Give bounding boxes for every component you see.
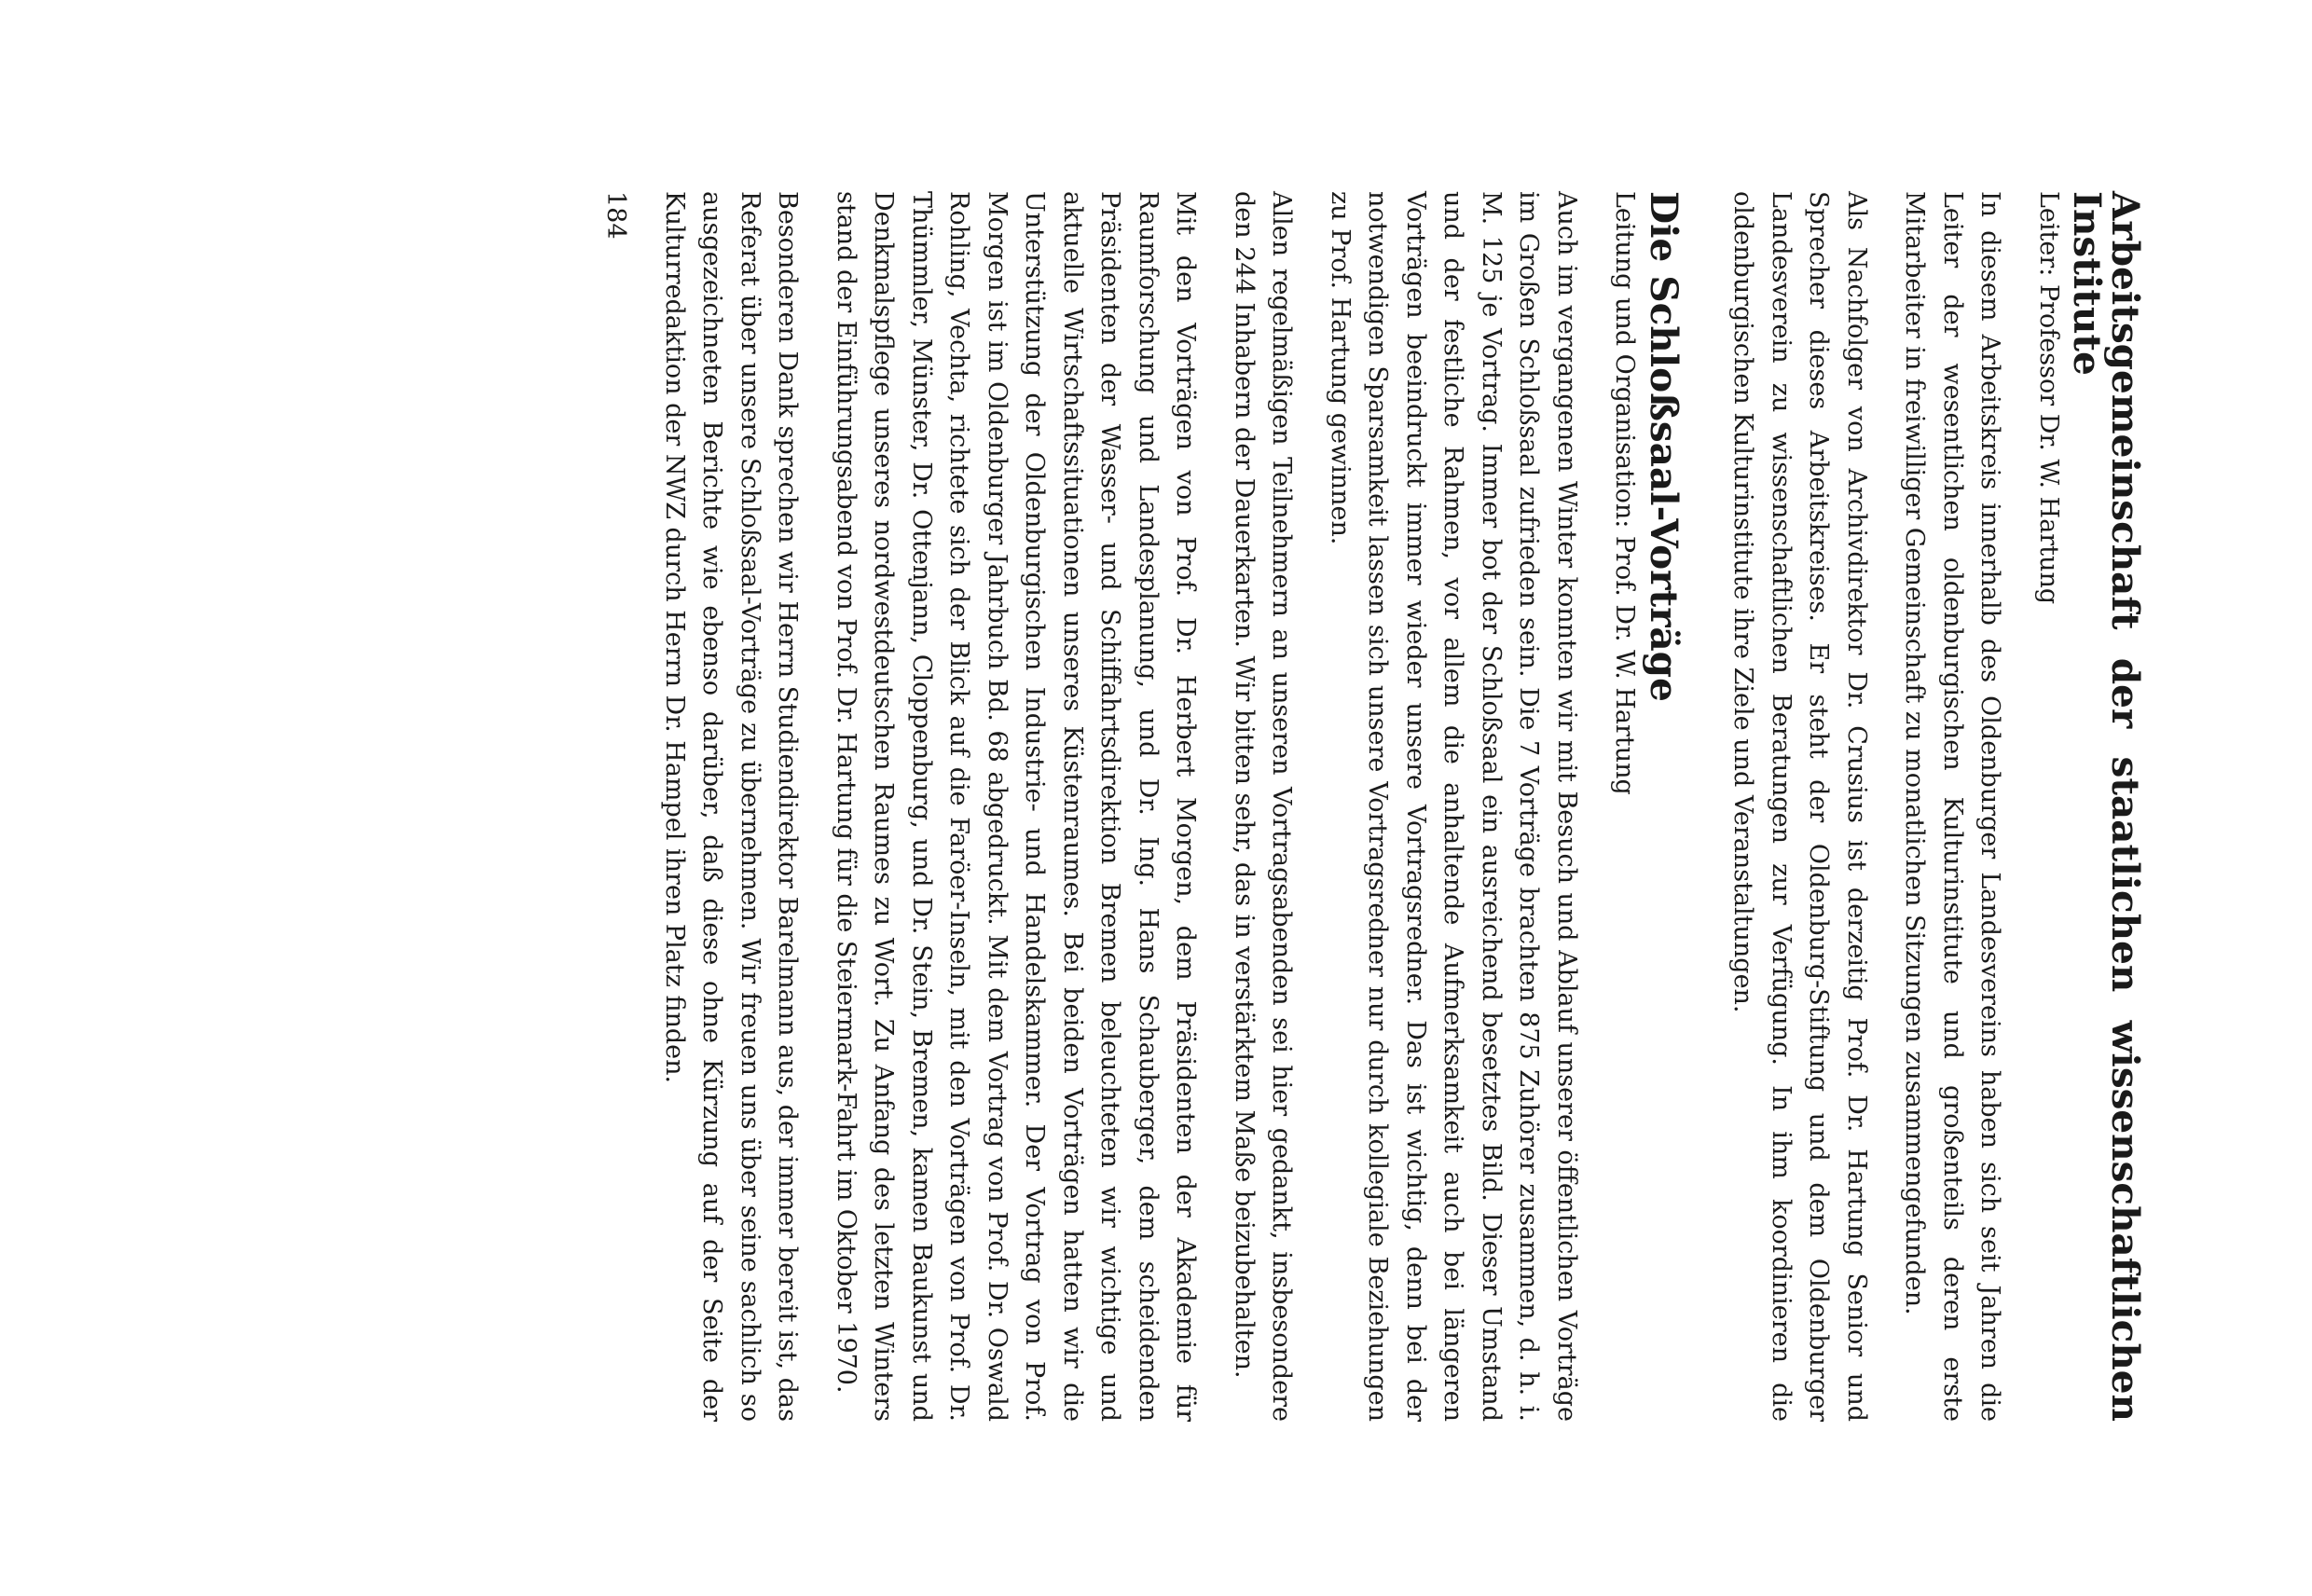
section-leader-institutes: Leiter: Professor Dr. W. Hartung (2034, 191, 2063, 605)
rotated-book-page (186, 191, 2148, 1422)
paragraph-lectures-3: Mit den Vorträgen von Prof. Dr. Herbert Morgen, dem Präsidenten der Akademie für Raumforschung und Landesplanung, und Dr. Ing. Hans Schauberger, dem scheidenden Präsidenten der Wasser- und Schiffahrtsdirektion Bremen beleuchteten wir wichtige und aktuelle Wirtschaftssituationen unseres Küstenraumes. Bei beiden Vorträgen hatten wir die Unterstützung der Oldenburgischen Industrie- und Handelskammer. Der Vortrag von Prof. Morgen ist im Oldenburger Jahrbuch Bd. 68 abgedruckt. Mit dem Vortrag von Prof. Dr. Oswald Rohling, Vechta, richtete sich der Blick auf die Faröer-Inseln, mit den Vorträgen von Prof. Dr. Thümmler, Münster, Dr. Ottenjann, Cloppenburg, und Dr. Stein, Bremen, kamen Baukunst und Denkmalspflege unseres nordwestdeutschen Raumes zu Wort. Zu Anfang des letzten Winters stand der Einführungsabend von Prof. Dr. Hartung für die Steiermark-Fahrt im Oktober 1970. (832, 191, 1201, 1422)
paragraph-lectures-2: Allen regelmäßigen Teilnehmern an unseren Vortragsabenden sei hier gedankt, insbesondere den 244 Inhabern der Dauerkarten. Wir bitten sehr, das in verstärktem Maße beizubehalten. (1230, 191, 1297, 1422)
paragraph-institutes-2: Als Nachfolger von Archivdirektor Dr. Crusius ist derzeitig Prof. Dr. Hartung Senior und Sprecher dieses Arbeitskreises. Er steht der Oldenburg-Stiftung und dem Oldenburger Landesverein zu wissenschaftlichen Beratungen zur Verfügung. In ihm koordinieren die oldenburgischen Kulturinstitute ihre Ziele und Veranstaltungen. (1728, 191, 1871, 1422)
paragraph-institutes-1: In diesem Arbeitskreis innerhalb des Oldenburger Landesvereins haben sich seit Jahren die Leiter der wesentlichen oldenburgischen Kulturinstitute und großenteils deren erste Mitarbeiter in freiwilliger Gemeinschaft zu monatlichen Sitzungen zusammengefunden. (1900, 191, 2005, 1422)
section-heading-lectures: Die Schloßsaal-Vorträge (1642, 191, 1686, 702)
section-heading-institutes: Arbeitsgemeinschaft der staatlichen wissenschaftlichen Institute (2065, 191, 2148, 1422)
paragraph-lectures-4: Besonderen Dank sprechen wir Herrn Studiendirektor Barelmann aus, der immer bereit ist, das Referat über unsere Schloßsaal-Vorträge zu übernehmen. Wir freuen uns über seine sachlich so ausgezeichneten Berichte wie ebenso darüber, daß diese ohne Kürzung auf der Seite der Kulturredaktion der NWZ durch Herrn Dr. Hampel ihren Platz finden. (660, 191, 803, 1422)
page-number: 184 (601, 191, 631, 240)
section-leader-lectures: Leitung und Organisation: Prof. Dr. W. Hartung (1610, 191, 1640, 795)
paragraph-lectures-1: Auch im vergangenen Winter konnten wir mit Besuch und Ablauf unserer öffentlichen Vorträge im Großen Schloßsaal zufrieden sein. Die 7 Vorträge brachten 875 Zuhörer zusammen, d. h. i. M. 125 je Vortrag. Immer bot der Schloßsaal ein ausreichend besetztes Bild. Dieser Umstand und der festliche Rahmen, vor allem die anhaltende Aufmerksamkeit auch bei längeren Vorträgen beeindruckt immer wieder unsere Vortragsredner. Das ist wichtig, denn bei der notwendigen Sparsamkeit lassen sich unsere Vortragsredner nur durch kollegiale Beziehungen zu Prof. Hartung gewinnen. (1326, 191, 1581, 1422)
